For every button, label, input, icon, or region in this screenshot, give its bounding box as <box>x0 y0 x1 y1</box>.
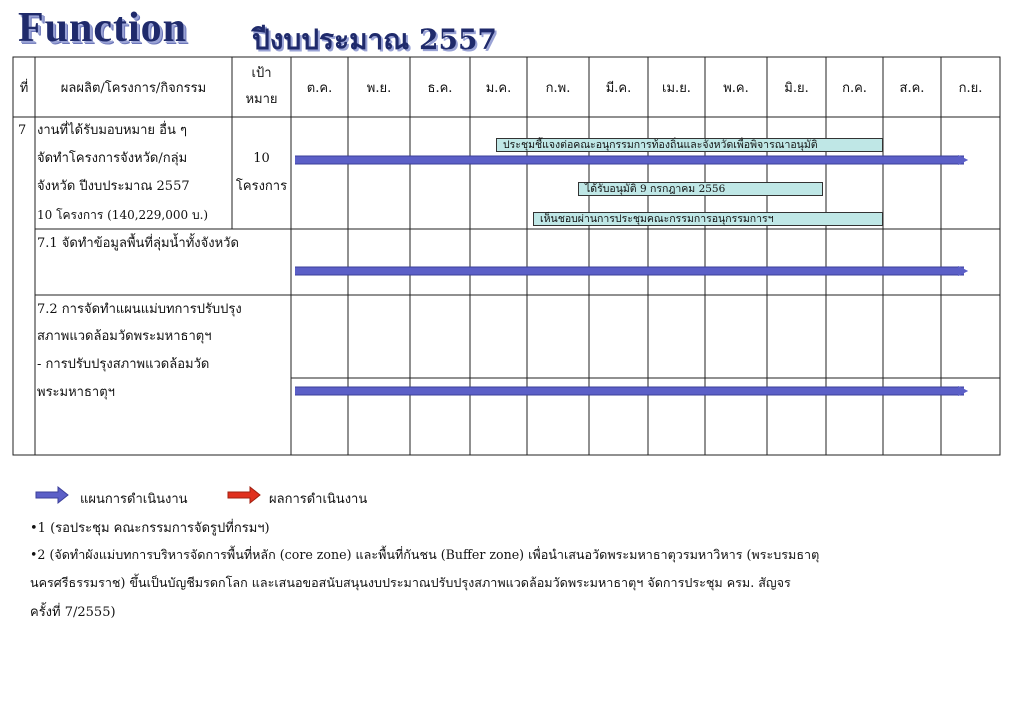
note-2-line3: ครั้งที่ 7/2555) <box>30 605 116 620</box>
row7-target-value: 10 <box>253 151 270 166</box>
row7-target-unit: โครงการ <box>235 179 288 194</box>
row7-line1: งานที่ได้รับมอบหมาย อื่น ๆ <box>37 123 187 138</box>
row72-line1: 7.2 การจัดทำแผนแม่บทการปรับปรุง <box>37 302 242 317</box>
legend-result-arrow <box>228 487 260 503</box>
legend-plan-label: แผนการดำเนินงาน <box>80 492 188 507</box>
row72-line3: - การปรับปรุงสภาพแวดล้อมวัด <box>37 357 210 372</box>
header-project: ผลผลิต/โครงการ/กิจกรรม <box>60 80 207 96</box>
page-title: Function <box>18 5 188 51</box>
header-month: ม.ค. <box>485 80 512 96</box>
row7-line3: จังหวัด ปีงบประมาณ 2557 <box>37 179 190 194</box>
legend-result-label: ผลการดำเนินงาน <box>269 492 368 507</box>
header-month: เม.ย. <box>662 80 691 96</box>
note-box-approved: ได้รับอนุมัติ 9 กรกฎาคม 2556 <box>578 182 823 196</box>
note-2-line2: นครศรีธรรมราช) ขึ้นเป็นบัญชีมรดกโลก และเสนอขอสนับสนุนงบประมาณปรับปรุงสภาพแวดล้อมวัดพระมหาธาตุฯ จัดการประชุม ครม. สัญจร <box>30 575 791 590</box>
header-month: ก.ค. <box>842 80 867 96</box>
header-month: มี.ค. <box>605 80 632 96</box>
row72-line4: พระมหาธาตุฯ <box>37 385 115 400</box>
header-month: ส.ค. <box>899 80 925 96</box>
header-month: มิ.ย. <box>784 80 809 96</box>
header-target: เป้า หมาย <box>245 66 278 107</box>
header-month: ก.ย. <box>958 80 983 96</box>
legend-plan-arrow <box>36 487 68 503</box>
header-month: พ.ค. <box>723 80 749 96</box>
row72-line2: สภาพแวดล้อมวัดพระมหาธาตุฯ <box>37 329 212 344</box>
note-2-line1: •2 (จัดทำผังแม่บทการบริหารจัดการพื้นที่หลัก (core zone) และพื้นที่กันชน (Buffer zone) เพื่อนำเสนอวัดพระมหาธาตุวรมหาวิหาร (พระบรมธาตุ <box>30 547 820 562</box>
row7-line4: 10 โครงการ (140,229,000 บ.) <box>37 208 209 222</box>
page-subtitle: ปีงบประมาณ 2557 <box>252 23 497 56</box>
note-box-endorsed: เห็นชอบผ่านการประชุมคณะกรรมการอนุกรรมการฯ <box>533 212 883 226</box>
header-month: ก.พ. <box>545 80 571 96</box>
header-no: ที่ <box>19 80 29 96</box>
header-month: พ.ย. <box>366 80 392 96</box>
header-month: ต.ค. <box>306 80 333 96</box>
row7-number: 7 <box>18 123 27 138</box>
note-box-meeting: ประชุมชี้แจงต่อคณะอนุกรรมการท้องถิ่นและจังหวัดเพื่อพิจารณาอนุมัติ <box>496 138 883 152</box>
row7-line2: จัดทำโครงการจังหวัด/กลุ่ม <box>37 151 188 166</box>
header-month: ธ.ค. <box>427 80 453 96</box>
row71-label: 7.1 จัดทำข้อมูลพื้นที่ลุ่มน้ำทั้งจังหวัด <box>37 236 239 251</box>
note-1: •1 (รอประชุม คณะกรรมการจัดรูปที่กรมฯ) <box>30 521 270 536</box>
